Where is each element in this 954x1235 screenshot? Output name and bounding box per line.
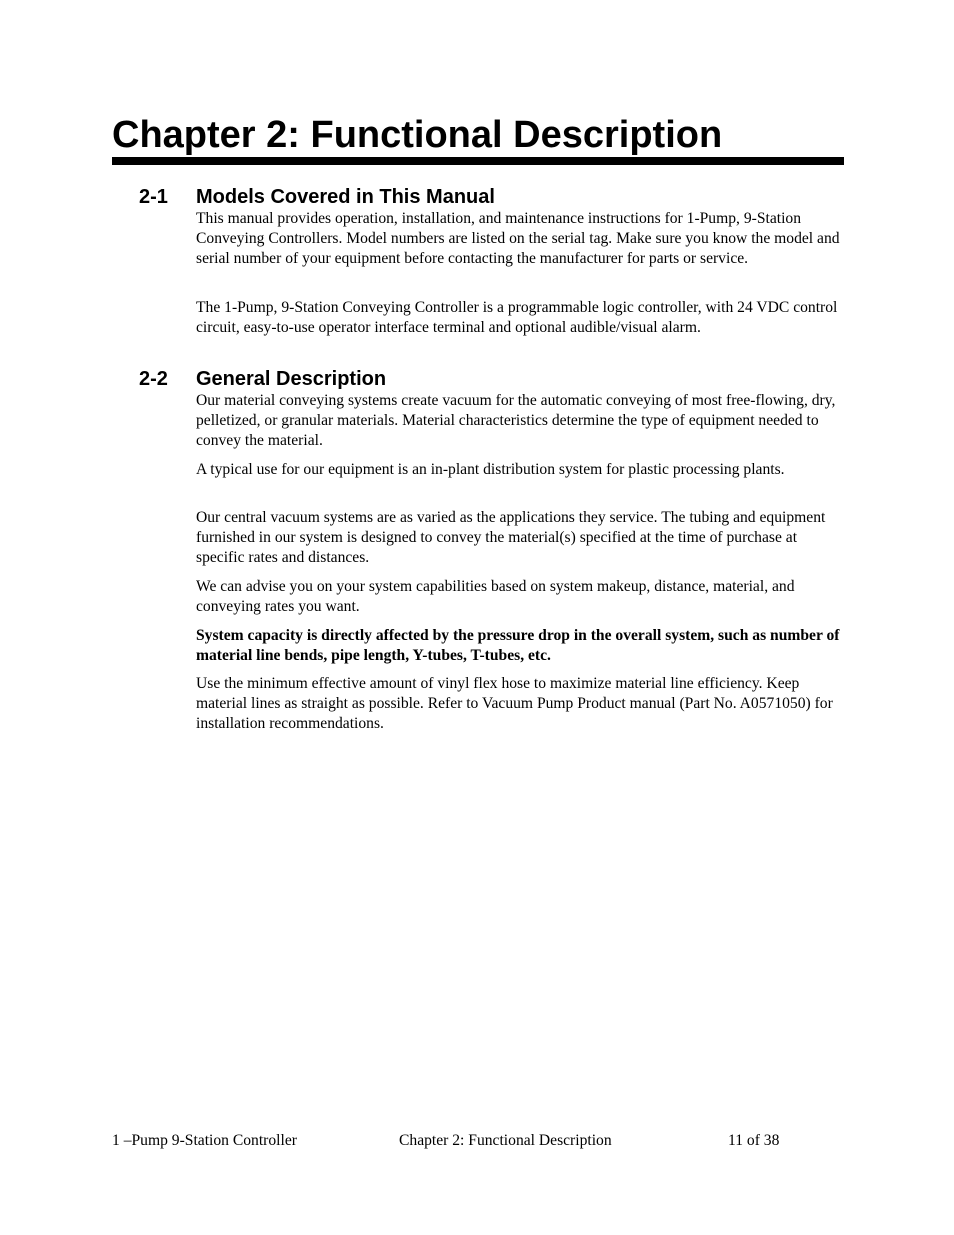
paragraph: This manual provides operation, installation, and maintenance instructions for 1-Pump, 9-Station Conveying Controllers. Model numbers are listed on the serial tag. Make sure you know the model and serial number of your equipment before contacting the manufacturer for parts or service.	[196, 210, 840, 267]
chapter-title: Chapter 2: Functional Description	[112, 114, 723, 156]
footer-center: Chapter 2: Functional Description	[399, 1132, 612, 1149]
paragraph: A typical use for our equipment is an in-plant distribution system for plastic processing plants.	[196, 461, 785, 478]
section-title: General Description	[196, 368, 387, 390]
section-heading-2-2	[139, 367, 386, 391]
paragraph: Use the minimum effective amount of vinyl flex hose to maximize material line efficiency. Keep material lines as straight as possible. Refer to Vacuum Pump Product manual (Part No. A0571050) for installation recommendations.	[196, 675, 833, 732]
section-number: 2-1	[139, 186, 168, 208]
title-rule	[112, 157, 844, 165]
section-number: 2-2	[139, 368, 168, 390]
bold-paragraph: System capacity is directly affected by the pressure drop in the overall system, such as number of material line bends, pipe length, Y-tubes, T-tubes, etc.	[196, 627, 840, 664]
paragraph: We can advise you on your system capabilities based on system makeup, distance, material, and conveying rates you want.	[196, 578, 795, 615]
section-title: Models Covered in This Manual	[196, 186, 495, 208]
paragraph: The 1-Pump, 9-Station Conveying Controller is a programmable logic controller, with 24 VDC control circuit, easy-to-use operator interface terminal and optional audible/visual alarm.	[196, 299, 838, 336]
footer-page-number: 11 of 38	[728, 1132, 780, 1149]
footer-left: 1 –Pump 9-Station Controller	[112, 1132, 297, 1149]
paragraph: Our central vacuum systems are as varied as the applications they service. The tubing and equipment furnished in our system is designed to convey the material(s) specified at the time of purchase at specific rates and distances.	[196, 509, 826, 566]
section-heading-2-1	[139, 185, 495, 209]
paragraph: Our material conveying systems create vacuum for the automatic conveying of most free-flowing, dry, pelletized, or granular materials. Material characteristics determine the type of equipment needed to convey the material.	[196, 392, 836, 449]
